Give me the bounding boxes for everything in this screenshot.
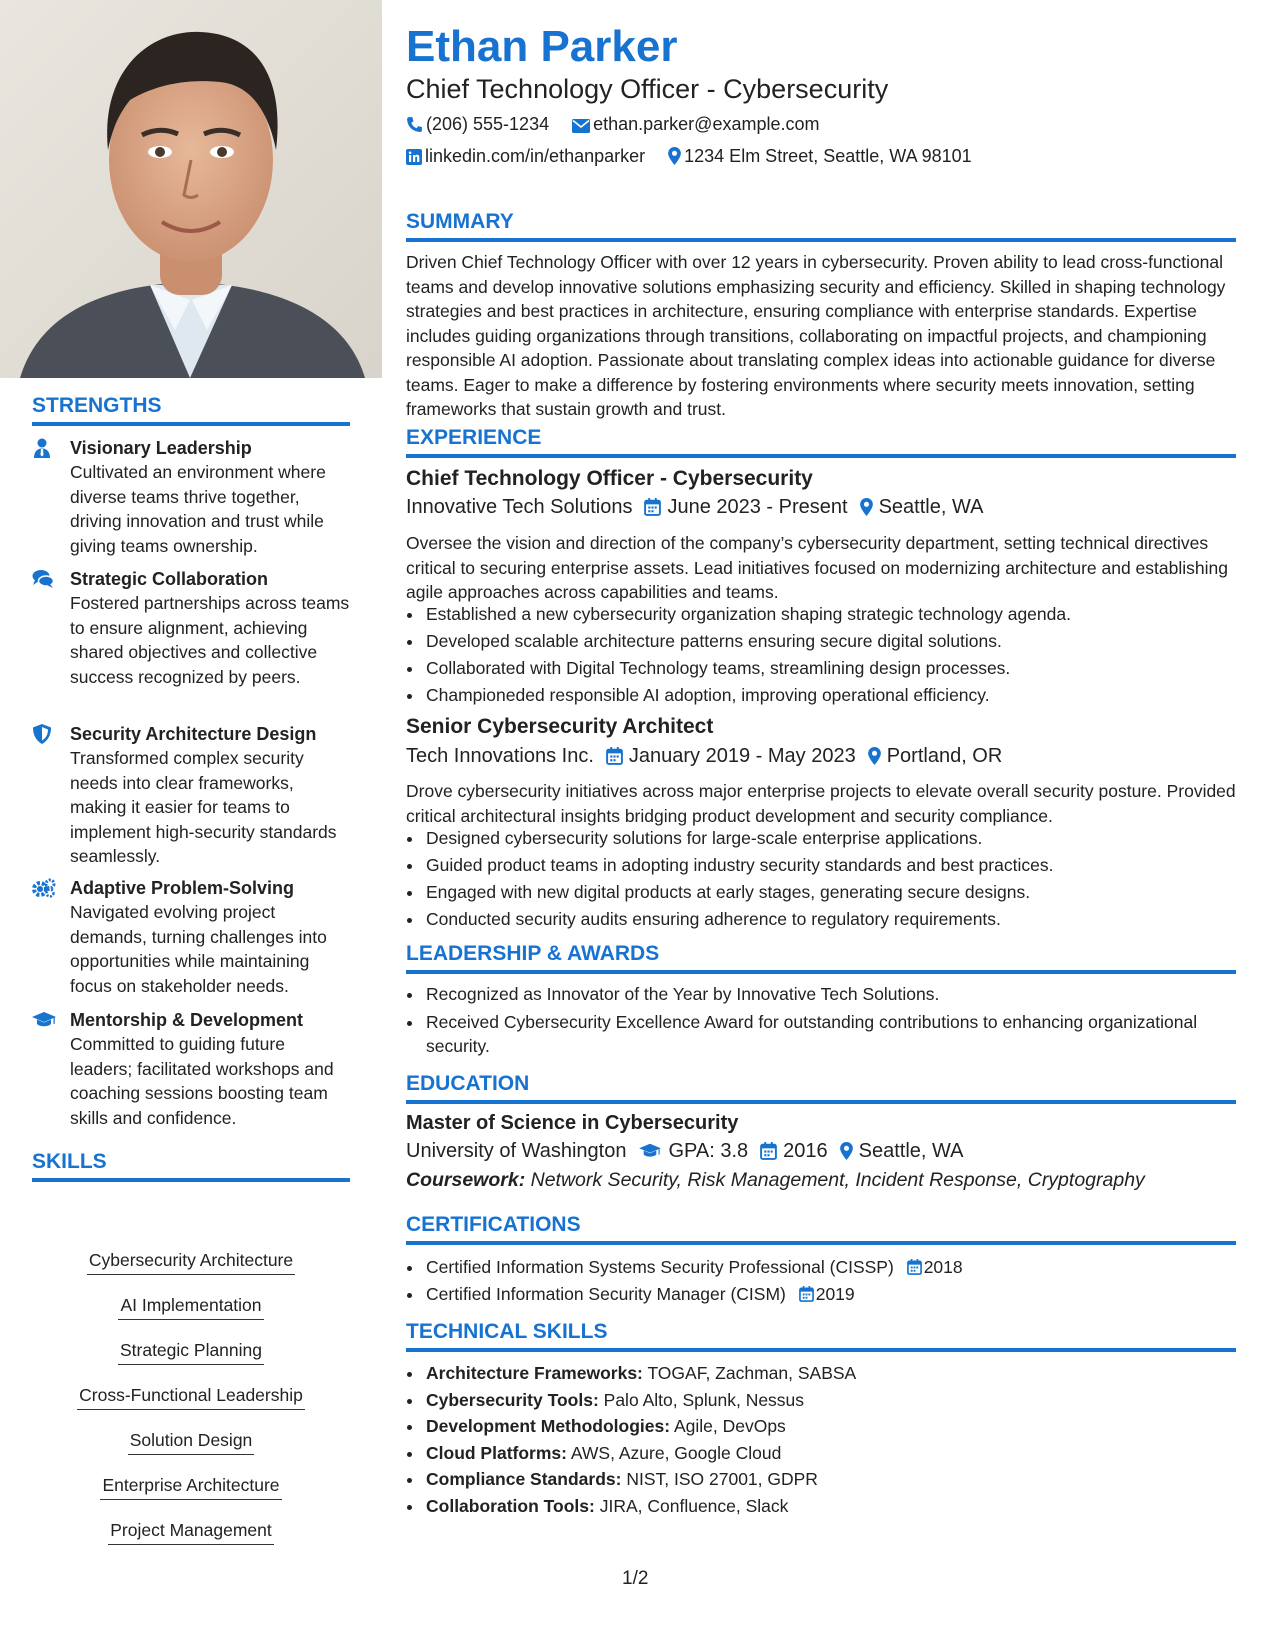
phone-contact[interactable]: (206) 555-1234 [406, 114, 549, 135]
gears-icon [32, 878, 54, 898]
graduation-cap-icon [32, 1010, 54, 1030]
list-item: • Development Methodologies: Agile, DevOps [424, 1413, 1254, 1440]
skill-tag: Cybersecurity Architecture [32, 1250, 350, 1295]
list-item: • Collaboration Tools: JIRA, Confluence, Slack [424, 1493, 1254, 1520]
email-contact[interactable]: ethan.parker@example.com [572, 114, 819, 135]
candidate-name: Ethan Parker [406, 22, 678, 71]
page-number: 1/2 [622, 1568, 649, 1589]
list-item: • Cloud Platforms: AWS, Azure, Google Cloud [424, 1440, 1254, 1467]
list-item: • Recognized as Innovator of the Year by Innovative Tech Solutions. [424, 982, 1254, 1007]
envelope-icon [572, 119, 590, 133]
graduation-year: 2016 [783, 1140, 828, 1162]
list-item: • Designed cybersecurity solutions for large-scale enterprise applications. [424, 825, 1254, 852]
education-heading: EDUCATION [406, 1072, 1236, 1104]
graduation-cap-icon [638, 1142, 662, 1160]
list-item: • Certified Information Systems Security Professional (CISSP) 2018 [424, 1254, 1254, 1281]
list-item: • Collaborated with Digital Technology teams, streamlining design processes. [424, 655, 1254, 682]
calendar-icon [606, 747, 623, 765]
contact-row [406, 114, 838, 135]
shield-icon [32, 724, 54, 744]
comments-icon [32, 569, 54, 589]
skill-tag: Strategic Planning [32, 1340, 350, 1385]
linkedin-contact[interactable]: linkedin.com/in/ethanparker [406, 146, 645, 167]
strength-title: Security Architecture Design [70, 724, 317, 744]
awards-heading: LEADERSHIP & AWARDS [406, 942, 1236, 974]
calendar-icon [799, 1286, 814, 1302]
education-meta [406, 1140, 964, 1163]
summary-text: Driven Chief Technology Officer with over 12 years in cybersecurity. Proven ability to lead cross-functional teams and develop innovative solutions emphasizing security and efficiency. Skilled in shaping technology strategies and best practices in architecture, ensuring compliance with enterprise standards. Expertise includes guiding organizations through transitions, collaborating on impactful projects, and championing responsible AI adoption. Passionate about translating complex ideas into actionable guidance for diverse teams. Eager to make a difference by fostering environments where security meets innovation, setting frameworks that sustain growth and trust. [406, 252, 1226, 419]
summary-heading: SUMMARY [406, 210, 1236, 242]
experience-heading: EXPERIENCE [406, 426, 1236, 458]
list-item: • Guided product teams in adopting industry security standards and best practices. [424, 852, 1254, 879]
job-meta [406, 745, 1002, 768]
left-column [0, 0, 382, 1650]
user-tie-icon [32, 438, 54, 458]
strength-item [32, 1008, 350, 1130]
calendar-icon [644, 498, 661, 516]
strength-title: Adaptive Problem-Solving [70, 878, 295, 898]
contact-row [406, 146, 990, 167]
strength-description: Fostered partnerships across teams to ensure alignment, achieving shared objectives and collective success recognized by peers. [70, 593, 350, 687]
strength-description: Committed to guiding future leaders; facilitated workshops and coaching sessions boosting team skills and confidence. [70, 1034, 334, 1128]
job-bullets [406, 825, 1254, 933]
skills-list [32, 1250, 350, 1565]
linkedin-icon [406, 149, 422, 165]
list-item: • Received Cybersecurity Excellence Award for outstanding contributions to enhancing organizational security. [424, 1010, 1254, 1059]
address-contact: 1234 Elm Street, Seattle, WA 98101 [668, 146, 972, 167]
list-item: • Compliance Standards: NIST, ISO 27001, GDPR [424, 1466, 1254, 1493]
map-marker-icon [668, 147, 681, 165]
profile-photo [0, 0, 382, 378]
strength-title: Mentorship & Development [70, 1010, 304, 1030]
job-meta [406, 496, 983, 519]
gpa: GPA: 3.8 [668, 1140, 749, 1162]
calendar-icon [907, 1259, 922, 1275]
job-dates: June 2023 - Present [667, 496, 848, 518]
strength-title: Visionary Leadership [70, 438, 252, 458]
degree-title: Master of Science in Cybersecurity [406, 1112, 739, 1134]
calendar-icon [760, 1142, 777, 1160]
candidate-title: Chief Technology Officer - Cybersecurity [406, 74, 889, 104]
coursework-label: Coursework: [406, 1169, 526, 1191]
job-location: Portland, OR [886, 745, 1003, 767]
coursework-text: Network Security, Risk Management, Incident Response, Cryptography [530, 1169, 1145, 1191]
list-item: • Developed scalable architecture patterns ensuring secure digital solutions. [424, 628, 1254, 655]
skill-tag: Enterprise Architecture [32, 1475, 350, 1520]
map-marker-icon [840, 1142, 853, 1160]
job-bullets [406, 601, 1254, 709]
skills-heading: SKILLS [32, 1150, 350, 1182]
skill-tag: AI Implementation [32, 1295, 350, 1340]
strengths-heading: STRENGTHS [32, 394, 350, 426]
strength-item [32, 722, 350, 869]
list-item: • Established a new cybersecurity organization shaping strategic technology agenda. [424, 601, 1254, 628]
map-marker-icon [868, 747, 881, 765]
skill-tag: Cross-Functional Leadership [32, 1385, 350, 1430]
map-marker-icon [860, 498, 873, 516]
certifications-list [406, 1254, 1254, 1308]
list-item: • Architecture Frameworks: TOGAF, Zachman, SABSA [424, 1360, 1254, 1387]
strength-item [32, 876, 350, 998]
company-name: Tech Innovations Inc. [406, 745, 594, 767]
technical-skills-heading: TECHNICAL SKILLS [406, 1320, 1236, 1352]
certifications-heading: CERTIFICATIONS [406, 1213, 1236, 1245]
skill-tag: Solution Design [32, 1430, 350, 1475]
strength-item [32, 567, 350, 689]
list-item: • Conducted security audits ensuring adherence to regulatory requirements. [424, 906, 1254, 933]
job-role: Chief Technology Officer - Cybersecurity [406, 467, 813, 490]
school-name: University of Washington [406, 1140, 627, 1162]
strength-title: Strategic Collaboration [70, 569, 269, 589]
company-name: Innovative Tech Solutions [406, 496, 633, 518]
job-description: Drove cybersecurity initiatives across major enterprise projects to elevate overall security posture. Provided critical architectural insights bridging product development and security compliance. [406, 781, 1236, 826]
coursework [406, 1169, 1145, 1192]
phone-icon [406, 116, 423, 133]
job-dates: January 2019 - May 2023 [628, 745, 856, 767]
school-location: Seattle, WA [858, 1140, 964, 1162]
list-item: • Championeded responsible AI adoption, improving operational efficiency. [424, 682, 1254, 709]
technical-skills-list [406, 1360, 1254, 1519]
job-location: Seattle, WA [878, 496, 984, 518]
job-description: Oversee the vision and direction of the company’s cybersecurity department, setting technical directives critical to securing enterprise assets. Lead initiatives focused on modernizing architecture and establishing agile approaches across capabilities and teams. [406, 533, 1228, 602]
list-item: • Cybersecurity Tools: Palo Alto, Splunk, Nessus [424, 1387, 1254, 1414]
strength-description: Cultivated an environment where diverse teams thrive together, driving innovation and trust while giving teams ownership. [70, 462, 326, 556]
job-role: Senior Cybersecurity Architect [406, 715, 714, 738]
awards-list [406, 982, 1254, 1059]
list-item: • Engaged with new digital products at early stages, generating secure designs. [424, 879, 1254, 906]
skill-tag: Project Management [32, 1520, 350, 1565]
strength-description: Transformed complex security needs into clear frameworks, making it easier for teams to implement high-security standards seamlessly. [70, 748, 337, 866]
strength-item [32, 436, 350, 558]
list-item: • Certified Information Security Manager (CISM) 2019 [424, 1281, 1254, 1308]
strength-description: Navigated evolving project demands, turning challenges into opportunities while maintaining focus on stakeholder needs. [70, 902, 327, 996]
